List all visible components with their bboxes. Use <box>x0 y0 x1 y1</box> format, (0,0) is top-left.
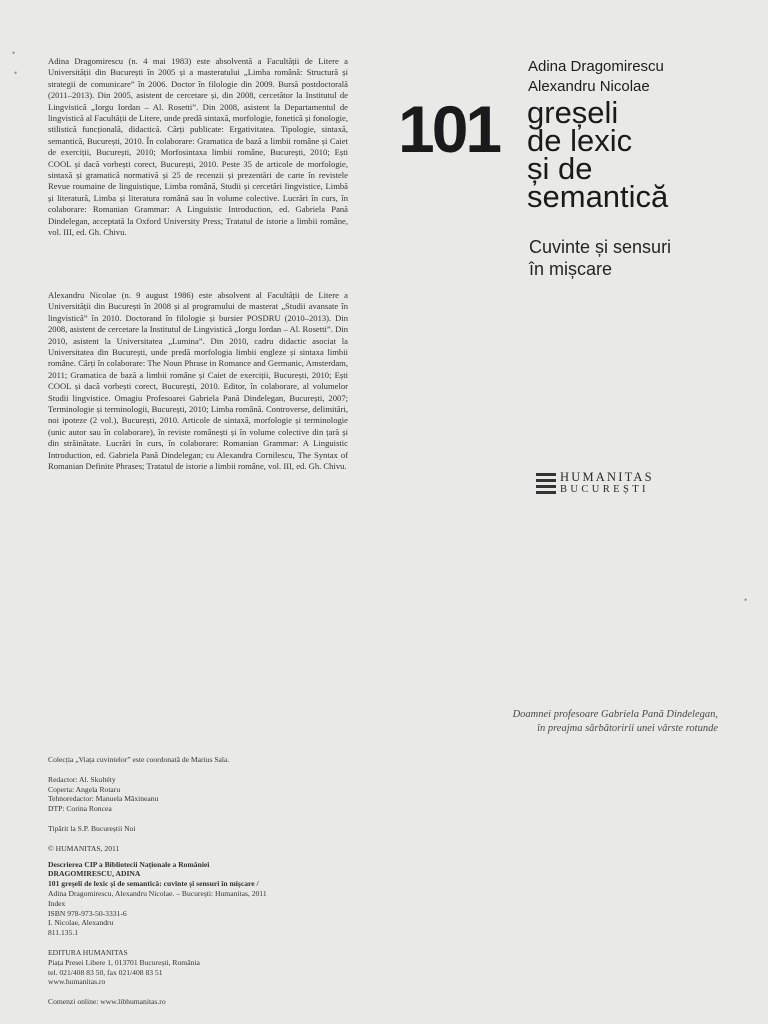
editor-credit: Redactor: Al. Skultéty <box>48 774 116 784</box>
scan-mark: • <box>744 595 748 605</box>
author-bio-alexandru: Alexandru Nicolae (n. 9 august 1986) este absolvent al Facultății de Litere a Universității din București în 2008 și al programului de masterat „Studii avansate în lingvistică” în 2010. Doctorand în filologie și bursier POSDRU (2010–2013). Din 2008, asistent de cercetare la Institutul de Lingvistică „Iorgu Iordan – Al. Rosetti”. Din 2010, asistent la Universitatea „Lumina”. Din 2010, cadru didactic asociat la Universitatea din București, unde predă morfologia limbii engleze și sintaxa limbii române. Cărți în colaborare: The Noun Phrase in Romance and Germanic, Amsterdam, 2011; Gramatica de bază a limbii române și Caiet de exerciții, București, 2010; Ești COOL și dacă vorbești corect, București, 2010. Editor, în colaborare, al volumelor Studii lingvistice. Omagiu Profesoarei Gabriela Pană Dindelegan, București, 2007; Terminologie și terminologii, București, 2010; Limba română. Controverse, delimitări, noi ipoteze (2 vol.), București, 2010. Articole de sintaxă, morfologie și terminologie (unic autor sau în colaborare), în reviste românești și în volume colective din țară și din străinătate. Lucrări în curs, în colaborare: Romanian Grammar: A Linguistic Introduction, ed. Gabriela Pană Dindelegan; cu Alexandra Cornilescu, The Syntax of Romanian Definite Phrases; Tratatul de istorie a limbii române, vol. III, ed. Gh. Chivu. <box>48 290 348 472</box>
printer-credit: Tipărit la S.P. Bucureștii Noi <box>48 823 136 833</box>
publisher-city: BUCUREȘTI <box>560 484 649 495</box>
publisher-address: Piața Presei Libere 1, 013701 București, România <box>48 957 200 967</box>
cip-heading: Descrierea CIP a Bibliotecii Naționale a României <box>48 859 210 869</box>
scan-mark: • <box>12 48 16 58</box>
copyright: © HUMANITAS, 2011 <box>48 843 120 853</box>
cip-isbn: ISBN 978-973-50-3331-6 <box>48 908 127 918</box>
publisher-phone: tel. 021/408 83 50, fax 021/408 83 51 <box>48 967 163 977</box>
colophon <box>48 755 348 1007</box>
cip-title: 101 greșeli de lexic și de semantică: cuvinte și sensuri în mișcare / <box>48 879 259 889</box>
collection-note: Colecția „Viața cuvintelor” este coordonată de Marius Sala. <box>48 755 230 764</box>
author-bio-adina: Adina Dragomirescu (n. 4 mai 1983) este absolventă a Facultății de Litere a Universității din București în 2005 și a masteratului „Limba română: Structură și strategii de comunicare” în 2006. Doctor în filologie din 2009. Bursă postdoctorală (2011–2013). Din 2005, asistent de cercetare și, din 2008, cercetător la Institutul de Lingvistică „Iorgu Iordan – Al. Rosetti”. Din 2008, asistent la Departamentul de lingvistică al Facultății de Litere, unde predă sintaxă, morfologie, fonetică și fonologie, stilistică funcțională, didactică. Cărți publicate: Ergativitatea. Tipologie, sintaxă, semantică, București, 2010. În colaborare: Gramatica de bază a limbii române și Caiet de exerciții, București, 2010; Morfosintaxa limbii române, București, 2010; Ești COOL și dacă vorbești corect, București, 2010. Peste 35 de articole de morfologie, sintaxă și gramatică normativă și 25 de recenzii și prezentări de carte în revistele Revue roumaine de linguistique, Limba română, Studii și cercetări lingvistice, Limbă și literatură, Limba și literatura română sau în volume colective. Lucrări în curs, în colaborare: Romanian Grammar: A Linguistic Introduction, ed. Gabriela Pană Dindelegan, acceptată la Oxford University Press; Tratatul de istorie a limbii române, vol. III, ed. Gh. Chivu. <box>48 56 348 238</box>
title-number: 101 <box>398 92 500 166</box>
dedication-line: în preajma sărbătoririi unei vârste rotunde <box>537 723 718 734</box>
book-subtitle <box>529 236 671 280</box>
title-line: și de <box>527 151 593 186</box>
subtitle-line: în mișcare <box>529 259 613 279</box>
title-line: greșeli <box>527 95 619 130</box>
dtp-credit: DTP: Corina Roncea <box>48 804 112 814</box>
tech-editor-credit: Tehnoredactor: Manuela Măxineanu <box>48 794 159 804</box>
cip-index: Index <box>48 898 66 908</box>
cip-authors: Adina Dragomirescu, Alexandru Nicolae. – București: Humanitas, 2011 <box>48 888 267 898</box>
scan-mark: • <box>14 68 18 78</box>
title-line: semantică <box>527 179 669 214</box>
publisher-logo <box>536 471 654 496</box>
dedication-line: Doamnei profesoare Gabriela Pană Dindelegan, <box>512 709 718 720</box>
humanitas-emblem-icon <box>536 473 556 495</box>
author-name: Adina Dragomirescu <box>528 58 664 75</box>
online-orders: Comenzi online: www.libhumanitas.ro <box>48 997 166 1007</box>
cip-class: 811.135.1 <box>48 928 79 938</box>
cip-author: DRAGOMIRESCU, ADINA <box>48 869 141 879</box>
cover-credit: Coperta: Angela Rotaru <box>48 784 121 794</box>
publisher-name: HUMANITAS <box>560 470 654 484</box>
cip-coauthor: I. Nicolae, Alexandru <box>48 918 114 928</box>
book-title <box>527 95 669 214</box>
dedication <box>470 708 718 736</box>
subtitle-line: Cuvinte și sensuri <box>529 237 672 257</box>
publisher-heading: EDITURA HUMANITAS <box>48 947 128 957</box>
title-line: de lexic <box>527 123 633 158</box>
author-name: Alexandru Nicolae <box>528 78 650 95</box>
publisher-website: www.humanitas.ro <box>48 977 106 987</box>
book-authors <box>528 57 664 97</box>
